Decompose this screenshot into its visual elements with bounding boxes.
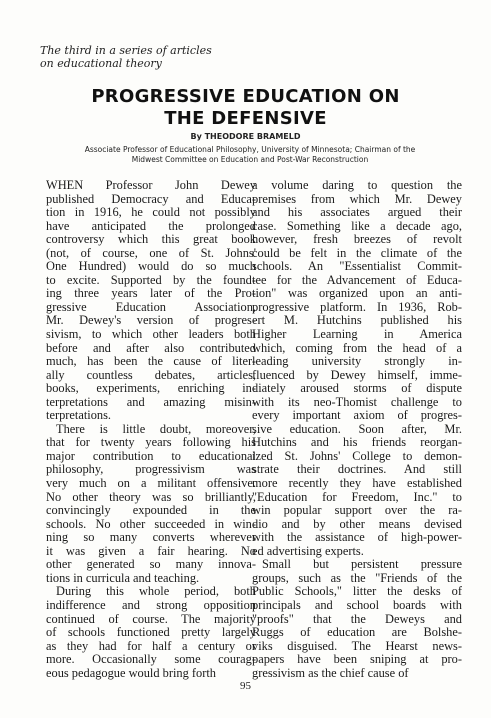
text-line: ally countless debates, articles,	[46, 367, 256, 382]
text-line: Small but persistent pressure	[262, 557, 462, 572]
text-line: There is little doubt, moreover,	[56, 421, 256, 436]
text-line: before and after also contributed	[46, 340, 256, 355]
text-line: terpretations and amazing misin-	[46, 394, 256, 409]
text-line: (not, of course, one of St. Johns'	[46, 245, 256, 260]
text-line: strate their doctrines. And still	[252, 462, 462, 477]
text-line: continued of course. The majority	[46, 611, 256, 626]
text-line: that for twenty years following his	[46, 435, 256, 450]
text-line: as they had for half a century or	[46, 638, 256, 653]
affiliation-line-2: Midwest Committee on Education and Post-War Reconstruction	[131, 155, 369, 164]
text-line: No other theory was so brilliantly,	[46, 489, 256, 504]
text-line: books, experiments, enriching in-	[46, 381, 256, 396]
text-line: have anticipated the prolonged	[46, 218, 256, 233]
text-line: dio and by other means devised	[252, 516, 462, 531]
text-line: sivism, to which other leaders both	[46, 327, 256, 342]
text-line: ert M. Hutchins published his	[252, 313, 462, 328]
text-line: to excite. Supported by the found-	[46, 272, 256, 287]
text-line: win popular support over the ra-	[252, 503, 462, 518]
text-line: could be felt in the climate of the	[252, 245, 462, 260]
text-line: convincingly expounded in the	[46, 503, 256, 518]
text-line: it was given a fair hearing. No	[46, 543, 256, 558]
text-line: with its neo-Thomist challenge to	[252, 394, 462, 409]
text-line: tion in 1916, he could not possibly	[46, 205, 256, 220]
text-line: viks disguised. The Hearst news-	[252, 638, 462, 653]
text-line: philosophy, progressivism was	[46, 462, 256, 477]
text-line: of schools functioned pretty largely	[46, 625, 256, 640]
text-line: ning so many converts wherever	[46, 530, 256, 545]
text-line: published Democracy and Educa-	[46, 191, 256, 206]
text-line: and his associates argued their	[252, 205, 462, 220]
series-line-2: on educational theory	[40, 57, 162, 70]
text-line: progressive platform. In 1936, Rob-	[252, 299, 462, 314]
text-line: WHEN Professor John Dewey	[46, 178, 256, 192]
text-line: gressive Education Association,	[46, 299, 256, 314]
text-line: much, has been the cause of liter-	[46, 354, 256, 369]
text-line: Ruggs of education are Bolshe-	[252, 625, 462, 640]
left-column	[46, 179, 256, 680]
title-line-1: PROGRESSIVE EDUCATION ON	[91, 86, 400, 107]
text-line: sive education. Soon after, Mr.	[252, 421, 462, 436]
text-line: tions in curricula and teaching.	[46, 570, 200, 585]
text-line: Mr. Dewey's version of progres-	[46, 313, 256, 328]
text-line: schools. No other succeeded in win-	[46, 516, 256, 531]
text-line: papers have been sniping at pro-	[252, 652, 462, 667]
text-line: One Hundred) would do so much	[46, 259, 256, 274]
text-line: a volume daring to question the	[252, 178, 462, 192]
article-title	[0, 86, 491, 130]
text-line: which, coming from the head of a	[252, 340, 462, 355]
affiliation-line-1: Associate Professor of Educational Philosophy, University of Minnesota; Chairman of the	[84, 145, 416, 154]
text-line: eous pedagogue would bring forth	[46, 665, 216, 680]
text-line: principals and school boards with	[252, 597, 462, 612]
text-line: terpretations.	[46, 408, 112, 423]
text-line: "proofs" that the Deweys and	[252, 611, 462, 626]
text-line: "Education for Freedom, Inc." to	[252, 489, 462, 504]
text-line: Hutchins and his friends reorgan-	[252, 435, 462, 450]
text-line: other generated so many innova-	[46, 557, 256, 572]
series-line-1: The third in a series of articles	[40, 44, 212, 57]
text-line: case. Something like a decade ago,	[252, 218, 462, 233]
text-line: gressivism as the chief cause of	[252, 665, 409, 680]
text-line: tion" was organized upon an anti-	[252, 286, 462, 301]
text-line: premises from which Mr. Dewey	[252, 191, 462, 206]
author-affiliation	[40, 145, 460, 165]
text-line: schools. An "Essentialist Commit-	[252, 259, 462, 274]
text-line: groups, such as the "Friends of the	[252, 570, 462, 585]
text-line: diately aroused storms of dispute	[252, 381, 462, 396]
text-line: every important axiom of progres-	[252, 408, 462, 423]
text-line: leading university strongly in-	[252, 354, 462, 369]
right-column	[252, 179, 462, 680]
series-note	[40, 44, 340, 70]
text-line: more. Occasionally some courag-	[46, 652, 256, 667]
text-line: tee for the Advancement of Educa-	[252, 272, 462, 287]
page-number: 95	[240, 680, 251, 692]
text-line: Higher Learning in America	[252, 327, 462, 342]
text-line: major contribution to educational	[46, 448, 256, 463]
text-line: indifference and strong opposition	[46, 597, 256, 612]
text-line: Public Schools," litter the desks of	[252, 584, 462, 599]
title-line-2: THE DEFENSIVE	[164, 108, 327, 129]
text-line: however, fresh breezes of revolt	[252, 232, 462, 247]
text-line: During this whole period, both	[56, 584, 256, 599]
text-line: more recently they have established	[252, 476, 462, 491]
byline: By THEODORE BRAMELD	[190, 132, 301, 141]
text-line: fluenced by Dewey himself, imme-	[252, 367, 462, 382]
text-line: ing three years later of the Pro-	[46, 286, 256, 301]
text-line: controversy which this great book	[46, 232, 256, 247]
text-line: ized St. Johns' College to demon-	[252, 448, 462, 463]
text-line: with the assistance of high-power-	[252, 530, 462, 545]
text-line: ed advertising experts.	[252, 543, 364, 558]
text-line: very much on a militant offensive.	[46, 476, 256, 491]
